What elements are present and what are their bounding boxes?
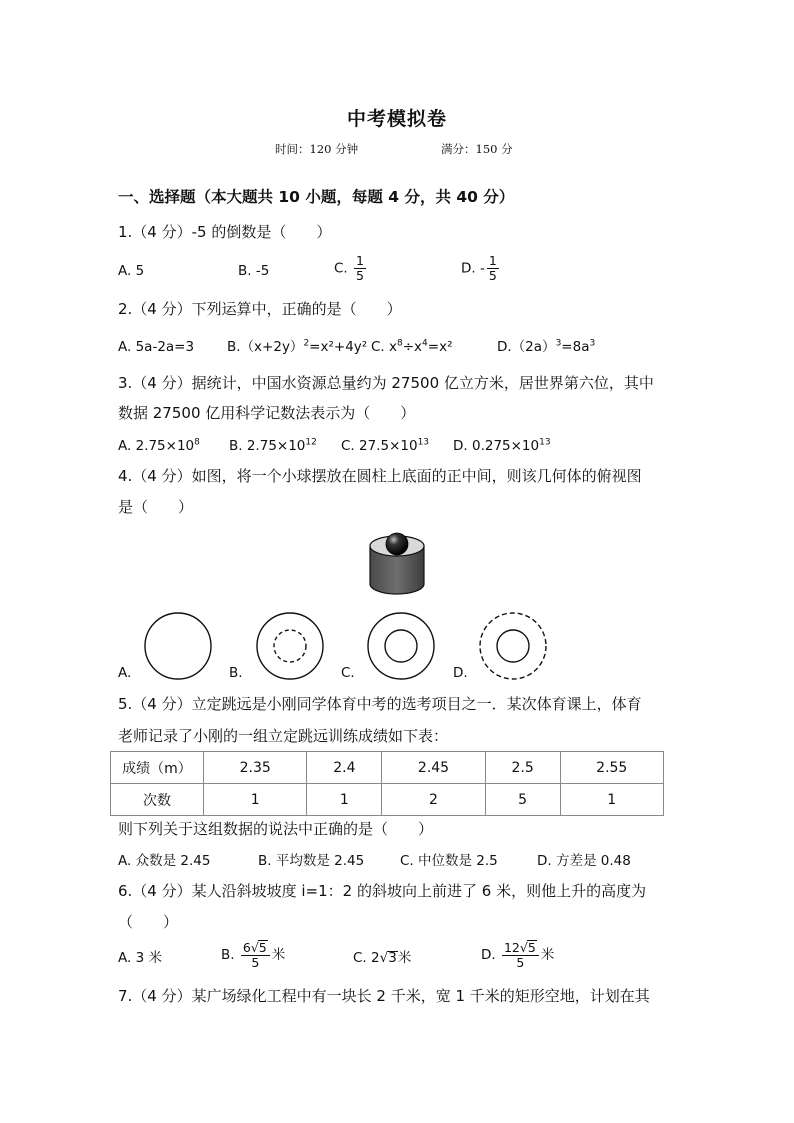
question-5-line-2: 老师记录了小刚的一组立定跳远训练成绩如下表： xyxy=(118,727,449,745)
table-cell: 1 xyxy=(560,784,663,816)
table-cell: 2.55 xyxy=(560,752,663,784)
q6-d-fraction: $\frac{12√5}{5}$ xyxy=(502,940,539,970)
q1-option-a: A. 5 xyxy=(118,263,145,279)
q4-option-c-figure xyxy=(366,611,436,681)
question-3-line-2: 数据 27500 亿用科学记数法表示为（ ） xyxy=(118,404,416,422)
question-6-line-2: （ ） xyxy=(118,913,179,931)
exam-full-score: 满分：150 分 xyxy=(441,142,513,156)
exam-time: 时间：120 分钟 xyxy=(275,142,359,156)
table-cell: 2.5 xyxy=(485,752,560,784)
q2-option-d: $D.(2a)^3=8a^3$ xyxy=(497,338,596,355)
section-heading: 一、选择题（本大题共 10 小题，每题 4 分，共 40 分） xyxy=(118,188,515,206)
table-row xyxy=(111,784,664,816)
q1-d-fraction: $\frac{1}{5}$ xyxy=(488,253,497,283)
q5-option-b: B. 平均数是 2.45 xyxy=(258,853,365,869)
q4-option-a-figure xyxy=(143,611,213,681)
table-header-cell: 次数 xyxy=(111,784,204,816)
q4-option-b-label: B. xyxy=(229,665,243,681)
q6-option-d: D. $\frac{12√5}{5}$ 米 xyxy=(481,940,555,970)
question-5-line-1: 5.（4 分）立定跳远是小刚同学体育中考的选考项目之一．某次体育课上，体育 xyxy=(118,695,642,713)
table-cell: 2.45 xyxy=(382,752,485,784)
question-6-line-1: 6.（4 分）某人沿斜坡坡度 i=1：2 的斜坡向上前进了 6 米，则他上升的高度为 xyxy=(118,882,647,900)
question-2-stem: 2.（4 分）下列运算中，正确的是（ ） xyxy=(118,300,402,318)
jump-score-table xyxy=(110,751,664,816)
q6-option-c: C. 2√3米 xyxy=(353,950,412,966)
q6-option-a: A. 3 米 xyxy=(118,950,162,966)
q4-option-b-figure xyxy=(255,611,325,681)
table-cell: 2.35 xyxy=(204,752,307,784)
q2-option-c: C. $x^8\div x^4=x^2$ xyxy=(371,338,453,355)
question-3-line-1: 3.（4 分）据统计，中国水资源总量约为 27500 亿立方米，居世界第六位，其中 xyxy=(118,374,654,392)
q5-option-a: A. 众数是 2.45 xyxy=(118,853,211,869)
q1-option-c: C. $\frac{1}{5}$ xyxy=(334,253,364,283)
question-7-line-1: 7.（4 分）某广场绿化工程中有一块长 2 千米，宽 1 千米的矩形空地，计划在其 xyxy=(118,987,650,1005)
table-row xyxy=(111,752,664,784)
q6-option-b: B. $\frac{6√5}{5}$ 米 xyxy=(221,940,286,970)
q3-option-c: C. $27.5\times 10^{13}$ xyxy=(341,437,430,454)
table-header-cell: 成绩（m） xyxy=(111,752,204,784)
cylinder-with-ball-figure xyxy=(366,528,428,598)
question-4-line-2: 是（ ） xyxy=(118,498,194,516)
question-4-line-1: 4.（4 分）如图，将一个小球摆放在圆柱上底面的正中间，则该几何体的俯视图 xyxy=(118,467,642,485)
q4-option-c-label: C. xyxy=(341,665,355,681)
q3-option-d: D. $0.275\times 10^{13}$ xyxy=(453,437,551,454)
table-cell: 2.4 xyxy=(307,752,382,784)
q5-option-d: D. 方差是 0.48 xyxy=(537,853,631,869)
q6-b-fraction: $\frac{6√5}{5}$ xyxy=(241,940,270,970)
q4-option-d-label: D. xyxy=(453,665,468,681)
q3-option-a: A. $2.75\times 10^8$ xyxy=(118,437,200,454)
q1-c-fraction: $\frac{1}{5}$ xyxy=(356,253,364,283)
table-cell: 5 xyxy=(485,784,560,816)
table-cell: 2 xyxy=(382,784,485,816)
question-5-line-3: 则下列关于这组数据的说法中正确的是（ ） xyxy=(118,820,434,838)
table-cell: 1 xyxy=(307,784,382,816)
q2-option-b: $B.(x+2y)^2=x^2+4y^2$ xyxy=(227,338,368,355)
q4-option-a-label: A. xyxy=(118,665,132,681)
q5-option-c: C. 中位数是 2.5 xyxy=(400,853,498,869)
question-1-stem: 1.（4 分）-5 的倒数是（ ） xyxy=(118,223,332,241)
q4-option-d-figure xyxy=(478,611,548,681)
q2-option-a: A. 5a-2a=3 xyxy=(118,339,195,355)
q1-option-b: B. -5 xyxy=(238,263,270,279)
q3-option-b: B. $2.75\times 10^{12}$ xyxy=(229,437,317,454)
q1-option-d: D. - $\frac{1}{5}$ xyxy=(461,253,497,283)
table-cell: 1 xyxy=(204,784,307,816)
page-title: 中考模拟卷 xyxy=(346,108,447,130)
